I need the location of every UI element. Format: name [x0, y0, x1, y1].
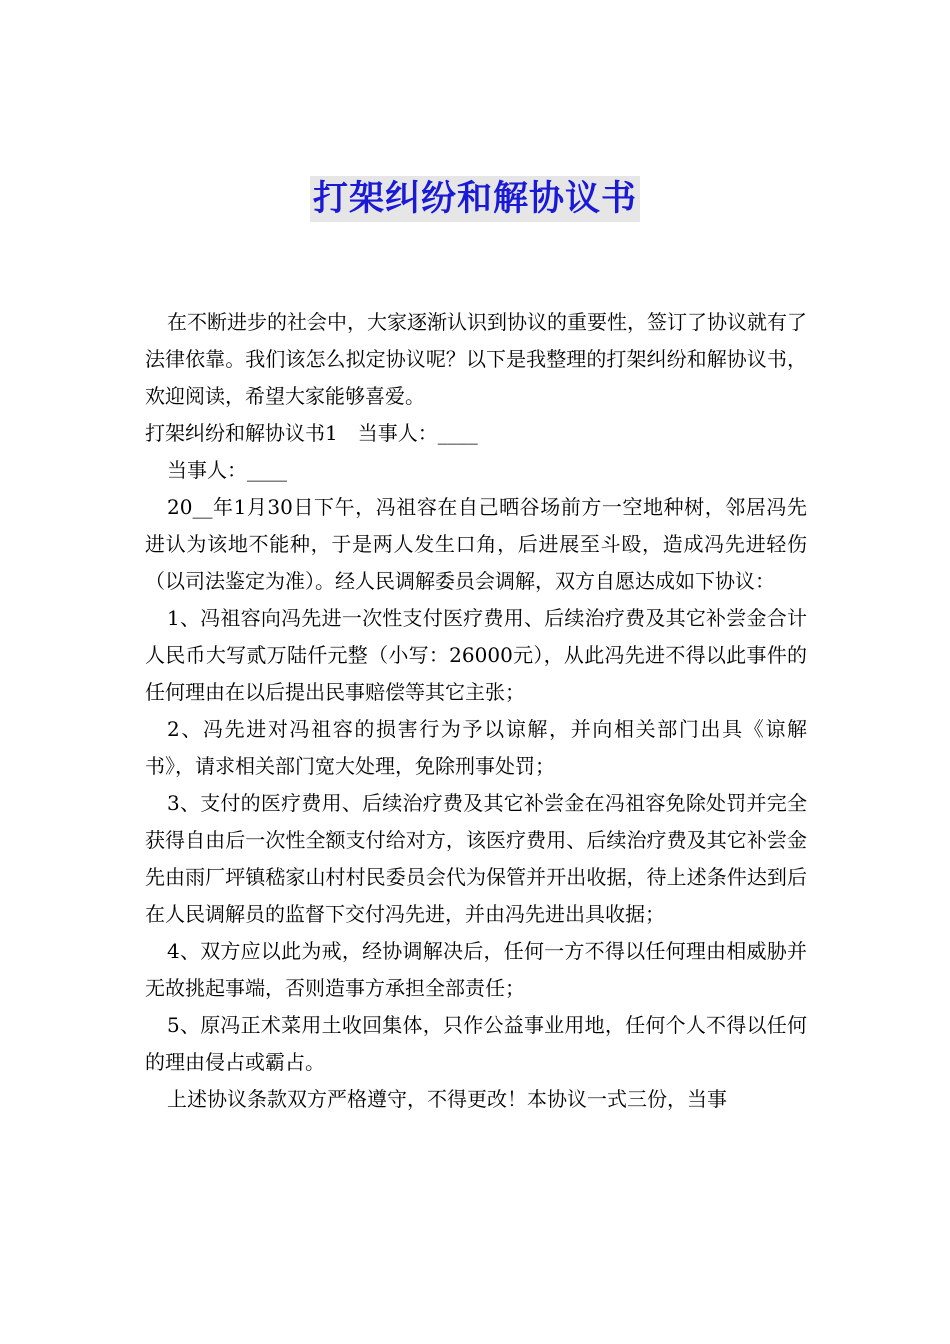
- intro-paragraph: 在不断进步的社会中，大家逐渐认识到协议的重要性，签订了协议就有了法律依靠。我们该怎么拟定协议呢？以下是我整理的打架纠纷和解协议书，欢迎阅读，希望大家能够喜爱。: [145, 310, 807, 408]
- incident-paragraph: 20__年1月30日下午，冯祖容在自己晒谷场前方一空地种树，邻居冯先进认为该地不能种，于是两人发生口角，后进展至斗殴，造成冯先进轻伤（以司法鉴定为准）。经人民调解委员会调解，双方自愿达成如下协议：: [145, 495, 807, 593]
- closing-paragraph: 上述协议条款双方严格遵守，不得更改！本协议一式三份，当事: [167, 1087, 727, 1111]
- clause-1: 1、冯祖容向冯先进一次性支付医疗费用、后续治疗费及其它补尝金合计人民币大写贰万陆仟元整（小写：26000元），从此冯先进不得以此事件的任何理由在以后提出民事赔偿等其它主张；: [145, 606, 807, 704]
- title-container: [0, 176, 950, 222]
- clause-4: 4、双方应以此为戒，经协调解决后，任何一方不得以任何理由相威胁并无故挑起事端，否则造事方承担全部责任；: [145, 939, 807, 1000]
- document-body: [145, 304, 807, 1118]
- party-line: 当事人：____: [167, 458, 287, 482]
- document-title: 打架纠纷和解协议书: [310, 176, 640, 222]
- clause-3: 3、支付的医疗费用、后续治疗费及其它补尝金在冯祖容免除处罚并完全获得自由后一次性全额支付给对方，该医疗费用、后续治疗费及其它补尝金先由雨厂坪镇嵇家山村村民委员会代为保管并开出收据，待上述条件达到后在人民调解员的监督下交付冯先进，并由冯先进出具收据；: [145, 791, 807, 926]
- agreement-heading-line: 打架纠纷和解协议书1 当事人：____: [145, 421, 478, 445]
- clause-5: 5、原冯正术菜用土收回集体，只作公益事业用地，任何个人不得以任何的理由侵占或霸占。: [145, 1013, 807, 1074]
- clause-2: 2、冯先进对冯祖容的损害行为予以谅解，并向相关部门出具《谅解书》，请求相关部门宽大处理，免除刑事处罚；: [145, 717, 807, 778]
